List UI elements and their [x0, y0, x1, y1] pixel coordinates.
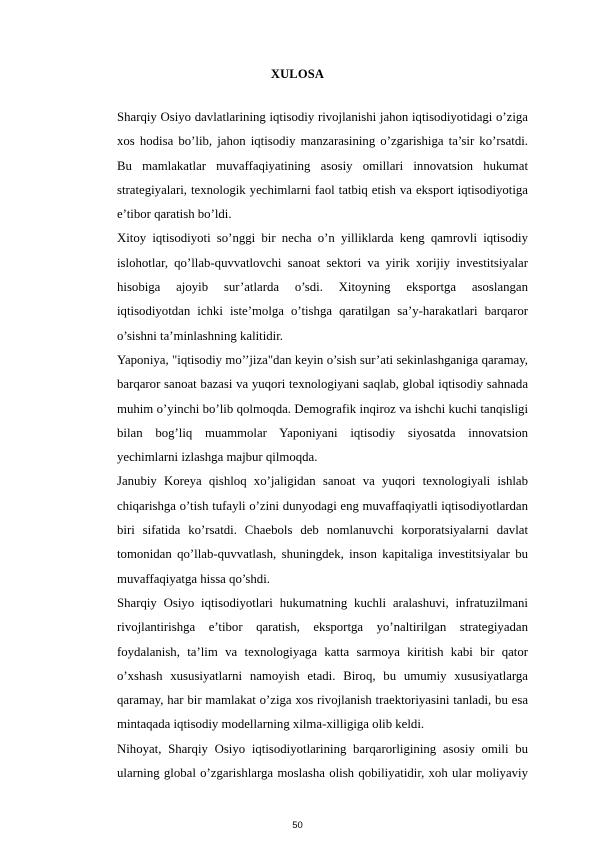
paragraph-5: Sharqiy Osiyo iqtisodiyotlari hukumatning kuchli aralashuvi, infratuzilmani rivojlantirishga e’tibor qaratish, eksportga yo’naltirilgan strategiyadan foydalanish, ta’lim va texnologiyaga katta sarmoya kiritish kabi bir qator o’xshash xususiyatlarni namoyish etadi. Biroq, bu umumiy xususiyatlarga qaramay, har bir mamlakat o’ziga xos rivojlanish traektoriyasini tanladi, bu esa mintaqada iqtisodiy modellarning xilma-xilligiga olib keldi. [117, 595, 528, 732]
body-text [117, 105, 528, 785]
page-number: 50 [292, 820, 303, 831]
paragraph-6: Nihoyat, Sharqiy Osiyo iqtisodiyotlarining barqarorligining asosiy omili bu ularning global o’zgarishlarga moslasha olish qobiliyatidir, xoh ular moliyaviy [117, 741, 528, 781]
paragraph-3: Yaponiya, "iqtisodiy mo’’jiza"dan keyin o’sish sur’ati sekinlashganiga qaramay, barqaror sanoat bazasi va yuqori texnologiyani saqlab, global iqtisodiy sahnada muhim o’yinchi bo’lib qolmoqda. Demografik inqiroz va ishchi kuchi tanqisligi bilan bog’liq muammolar Yaponiyani iqtisodiy siyosatda innovatsion yechimlarni izlashga majbur qilmoqda. [117, 352, 528, 465]
paragraph-2: Xitoy iqtisodiyoti so’nggi bir necha o’n yilliklarda keng qamrovli iqtisodiy islohotlar, qo’llab-quvvatlovchi sanoat sektori va yirik xorijiy investitsiyalar hisobiga ajoyib sur’atlarda o’sdi. Xitoyning eksportga asoslangan iqtisodiyotdan ichki iste’molga o’tishga qaratilgan sa’y-harakatlari barqaror o’sishni ta’minlashning kalitidir. [117, 231, 528, 343]
paragraph-1: Sharqiy Osiyo davlatlarining iqtisodiy rivojlanishi jahon iqtisodiyotidagi o’ziga xos hodisa bo’lib, jahon iqtisodiy manzarasining o’zgarishiga ta’sir ko’rsatdi. Bu mamlakatlar muvaffaqiyatining asosiy omillari innovatsion hukumat strategiyalari, texnologik yechimlarni faol tatbiq etish va eksport iqtisodiyotiga e’tibor qaratish bo’ldi. [117, 110, 528, 222]
page-title: XULOSA [270, 67, 325, 81]
paragraph-4: Janubiy Koreya qishloq xo’jaligidan sanoat va yuqori texnologiyali ishlab chiqarishga o’tish tufayli o’zini dunyodagi eng muvaffaqiyatli iqtisodiyotlardan biri sifatida ko’rsatdi. Chaebols deb nomlanuvchi korporatsiyalarni davlat tomonidan qo’llab-quvvatlash, shuningdek, inson kapitaliga investitsiyalar bu muvaffaqiyatga hissa qo’shdi. [117, 474, 528, 586]
